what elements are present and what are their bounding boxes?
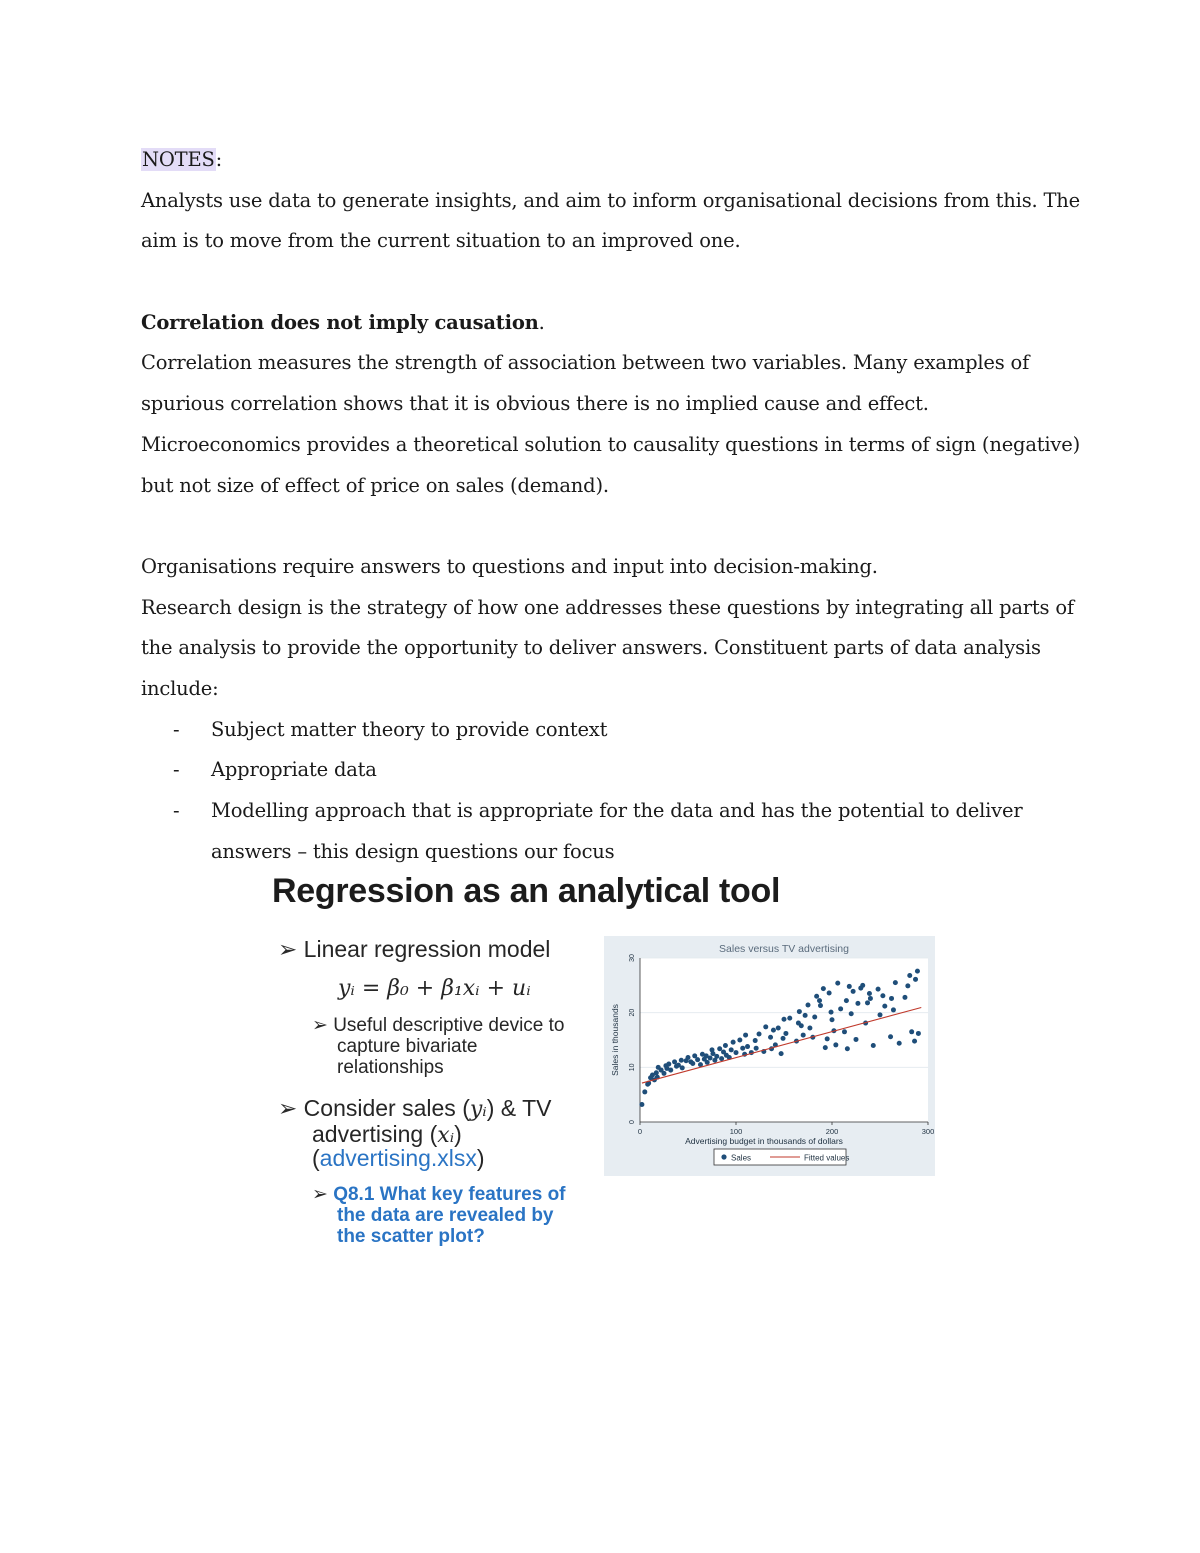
data-point: [690, 1061, 695, 1066]
list-item-text: Appropriate data: [211, 758, 377, 782]
data-point: [842, 1029, 847, 1034]
data-point: [893, 980, 898, 985]
data-point: [639, 1102, 644, 1107]
data-point: [812, 1015, 817, 1020]
advertising-file-link[interactable]: advertising.xlsx: [319, 1145, 477, 1171]
data-point: [781, 1036, 786, 1041]
data-point: [807, 1025, 812, 1030]
data-point: [679, 1058, 684, 1063]
data-point: [865, 1000, 870, 1005]
data-point: [729, 1047, 734, 1052]
data-point: [743, 1033, 748, 1038]
data-point: [913, 977, 918, 982]
data-point: [662, 1071, 667, 1076]
paragraph-2-line-4: but not size of effect of price on sales (demand).: [141, 473, 609, 497]
slide-bullet-1-text: Linear regression model: [303, 936, 551, 962]
slide-bullet-2-b: ) & TV: [486, 1095, 552, 1121]
legend: [714, 1149, 849, 1165]
sub-bullet-line-1: Useful descriptive device to: [333, 1015, 565, 1036]
data-point: [734, 1050, 739, 1055]
y-axis-label: Sales in thousands: [610, 1004, 620, 1076]
paragraph-1-line-1: Analysts use data to generate insights, and aim to inform organisational decisions from this. The: [141, 188, 1081, 212]
data-point: [814, 994, 819, 999]
notes-heading-line: [141, 140, 1061, 181]
legend-fit-label: Fitted values: [804, 1153, 850, 1163]
question-line-2: the data are revealed by: [337, 1205, 554, 1226]
scatter-chart-panel: [604, 936, 935, 1176]
question-bullet: [312, 1184, 566, 1205]
data-point: [799, 1023, 804, 1028]
data-point: [779, 1051, 784, 1056]
data-point: [668, 1068, 673, 1073]
data-point: [803, 1013, 808, 1018]
slide-bullet-2: [278, 1095, 551, 1122]
data-point: [889, 996, 894, 1001]
data-point: [855, 1001, 860, 1006]
data-point: [787, 1016, 792, 1021]
var-y: yᵢ: [469, 1097, 487, 1122]
paragraph-3-line-2: Research design is the strategy of how one addresses these questions by integrating all parts of: [141, 595, 1074, 619]
data-point: [817, 998, 822, 1003]
data-point: [666, 1062, 671, 1067]
data-point: [878, 1012, 883, 1017]
y-tick-label: 20: [629, 1008, 636, 1017]
section-heading: Correlation does not imply causation: [141, 310, 539, 334]
data-point: [705, 1060, 710, 1065]
slide-bullet-2-line-2: [312, 1121, 462, 1148]
data-point: [821, 986, 826, 991]
x-tick-label: 200: [825, 1127, 839, 1136]
slide-bullet-2-line2b: ): [454, 1121, 462, 1147]
data-point: [801, 1033, 806, 1038]
arrow-bullet-icon: ➢: [278, 936, 298, 962]
arrow-bullet-icon: ➢: [312, 1184, 328, 1205]
data-point: [714, 1054, 719, 1059]
data-point: [782, 1017, 787, 1022]
data-point: [797, 1009, 802, 1014]
data-point: [695, 1057, 700, 1062]
data-point: [754, 1046, 759, 1051]
data-point: [891, 1007, 896, 1012]
data-point: [686, 1055, 691, 1060]
data-point: [745, 1044, 750, 1049]
data-point: [719, 1056, 724, 1061]
data-point: [763, 1024, 768, 1029]
data-point: [829, 1010, 834, 1015]
paragraph-2-line-2: spurious correlation shows that it is obvious there is no implied cause and effect.: [141, 392, 929, 416]
data-point: [838, 1006, 843, 1011]
data-point: [844, 998, 849, 1003]
slide-bullet-2-line-3: [312, 1145, 485, 1172]
slide-bullet-2-line2a: advertising (: [312, 1121, 438, 1147]
data-point: [902, 995, 907, 1000]
data-point: [827, 990, 832, 995]
data-point: [851, 989, 856, 994]
slide-bullet-2-a: Consider sales (: [303, 1095, 470, 1121]
data-point: [776, 1025, 781, 1030]
paren-close: ): [476, 1145, 485, 1171]
data-point: [642, 1089, 647, 1094]
legend-sales-label: Sales: [731, 1153, 752, 1163]
data-point: [845, 1046, 850, 1051]
y-tick-label: 10: [629, 1063, 636, 1072]
arrow-bullet-icon: ➢: [278, 1095, 298, 1121]
paragraph-2-line-3: Microeconomics provides a theoretical solution to causality questions in terms of sign (negative): [141, 432, 1080, 456]
scatter-chart: [604, 936, 935, 1176]
data-point: [717, 1046, 722, 1051]
x-tick-label: 0: [637, 1127, 643, 1136]
list-item-continuation: answers – this design questions our focus: [211, 839, 615, 863]
list-item: [141, 750, 1061, 791]
data-point: [672, 1059, 677, 1064]
question-line-1: Q8.1 What key features of: [333, 1184, 566, 1205]
data-point: [905, 983, 910, 988]
legend-sales-marker: [721, 1154, 726, 1159]
data-point: [854, 1037, 859, 1042]
data-point: [708, 1056, 713, 1061]
data-point: [876, 987, 881, 992]
data-point: [849, 1011, 854, 1016]
data-point: [740, 1046, 745, 1051]
data-point: [723, 1043, 728, 1048]
notes-document: [141, 140, 1081, 872]
data-point: [912, 1039, 917, 1044]
data-point: [860, 983, 865, 988]
dash-marker: -: [173, 717, 180, 741]
data-point: [916, 1031, 921, 1036]
x-tick-label: 100: [729, 1127, 743, 1136]
notes-label: NOTES: [142, 148, 215, 171]
y-tick-label: 0: [629, 1120, 636, 1124]
list-item: [141, 791, 1061, 832]
data-point: [753, 1038, 758, 1043]
paragraph-3-line-1: Organisations require answers to questions and input into decision-making.: [141, 554, 878, 578]
section-heading-line: [141, 303, 1061, 344]
y-tick-label: 30: [629, 954, 636, 962]
data-point: [867, 991, 872, 996]
paren-open: (: [312, 1145, 320, 1171]
data-point: [871, 1043, 876, 1048]
x-axis-label: Advertising budget in thousands of dollars: [685, 1136, 843, 1146]
section-heading-tail: .: [538, 310, 545, 334]
list-item-text: Subject matter theory to provide context: [211, 717, 608, 741]
data-point: [818, 1003, 823, 1008]
list-item-text: Modelling approach that is appropriate for the data and has the potential to deliver: [211, 799, 1023, 822]
data-point: [909, 1029, 914, 1034]
regression-equation: yᵢ = β₀ + β₁xᵢ + uᵢ: [338, 976, 531, 1001]
x-tick-label: 300: [921, 1127, 935, 1136]
paragraph-1-line-2: aim is to move from the current situation to an improved one.: [141, 229, 741, 253]
data-point: [737, 1038, 742, 1043]
slide-title: Regression as an analytical tool: [272, 872, 781, 910]
data-point: [771, 1028, 776, 1033]
data-point: [757, 1031, 762, 1036]
slide-sub-bullet: [312, 1015, 564, 1036]
paragraph-3-line-4: include:: [141, 676, 219, 700]
list-item: [141, 710, 1061, 751]
dash-marker: -: [173, 758, 180, 782]
var-x: xᵢ: [437, 1123, 455, 1148]
data-point: [835, 981, 840, 986]
sub-bullet-line-2: capture bivariate: [337, 1036, 478, 1057]
data-point: [823, 1045, 828, 1050]
data-point: [915, 969, 920, 974]
sub-bullet-line-3: relationships: [337, 1057, 444, 1078]
slide-bullet-1: [278, 936, 550, 963]
data-point: [731, 1040, 736, 1045]
data-point: [882, 1004, 887, 1009]
data-point: [768, 1035, 773, 1040]
data-point: [880, 993, 885, 998]
arrow-bullet-icon: ➢: [312, 1015, 328, 1036]
data-point: [654, 1070, 659, 1075]
data-point: [907, 973, 912, 978]
question-line-3: the scatter plot?: [337, 1226, 485, 1247]
data-point: [868, 996, 873, 1001]
data-point: [680, 1065, 685, 1070]
chart-title: Sales versus TV advertising: [719, 943, 849, 955]
paragraph-2-line-1: Correlation measures the strength of association between two variables. Many examples of: [141, 351, 1030, 375]
dash-marker: -: [173, 799, 180, 822]
data-point: [888, 1034, 893, 1039]
data-point: [830, 1017, 835, 1022]
data-point: [847, 984, 852, 989]
data-point: [825, 1036, 830, 1041]
notes-colon: :: [215, 148, 223, 171]
data-point: [806, 1003, 811, 1008]
data-point: [897, 1041, 902, 1046]
paragraph-3-line-3: the analysis to provide the opportunity to deliver answers. Constituent parts of data analysis: [141, 636, 1041, 660]
data-point: [783, 1031, 788, 1036]
data-point: [833, 1042, 838, 1047]
